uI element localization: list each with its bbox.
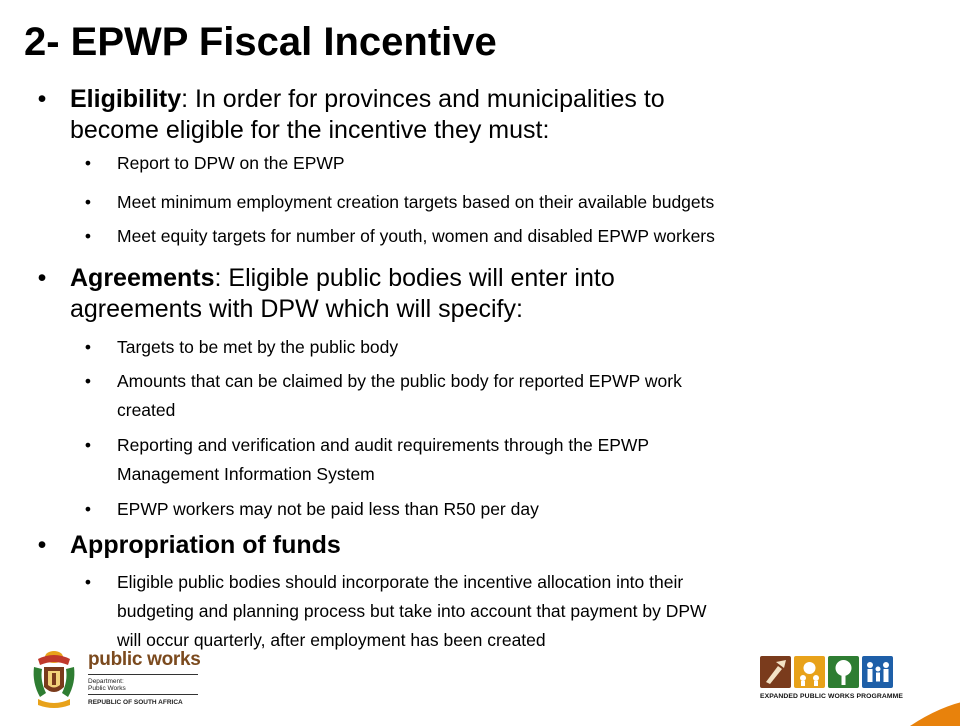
bullet-heading: Eligibility [70, 85, 182, 113]
bullet-dot-icon: • [37, 85, 47, 113]
epwp-caption: EXPANDED PUBLIC WORKS PROGRAMME [760, 693, 904, 700]
bullet-text: : Eligible public bodies will enter into [214, 264, 615, 292]
tree-icon [828, 656, 859, 688]
sub-bullet-dot-icon: • [84, 153, 92, 173]
bullet-heading: Appropriation of funds [70, 531, 341, 559]
sub-bullet-text: Amounts that can be claimed by the public body for reported EPWP work [117, 371, 682, 391]
dept-name: Public Works [88, 685, 126, 692]
sub-bullet-dot-icon: • [84, 499, 92, 519]
sub-bullet [84, 367, 947, 425]
sub-bullet-text: Reporting and verification and audit requirements through the EPWP [117, 435, 650, 455]
dept-label: Department: [88, 678, 124, 685]
logo-wordmark: public works [88, 649, 201, 670]
bullet-text-line2: agreements with DPW which will specify: [70, 295, 523, 323]
sub-bullet-dot-icon: • [84, 371, 92, 391]
sub-bullet [84, 149, 947, 178]
sub-bullet-text: Eligible public bodies should incorporate the incentive allocation into their [117, 572, 684, 592]
bullet-agreements [37, 263, 890, 325]
sub-bullet-text: Meet minimum employment creation targets based on their available budgets [117, 192, 715, 212]
sub-bullet-text-line2: Management Information System [117, 464, 375, 484]
construction-hand-icon [760, 656, 791, 688]
divider [88, 694, 198, 695]
bullet-dot-icon: • [37, 531, 47, 559]
sub-bullet [84, 431, 947, 489]
sub-bullet [84, 188, 947, 217]
sub-bullet-text-line2: budgeting and planning process but take into account that payment by DPW [117, 601, 707, 621]
sun-people-icon [794, 656, 825, 688]
bullet-eligibility [37, 84, 890, 146]
slide-title: 2- EPWP Fiscal Incentive [24, 20, 497, 64]
sub-bullet-dot-icon: • [84, 192, 92, 212]
sub-bullet-dot-icon: • [84, 435, 92, 455]
bullet-heading: Agreements [70, 264, 215, 292]
bullet-dot-icon: • [37, 264, 47, 292]
sub-bullet-dot-icon: • [84, 572, 92, 592]
sub-bullet [84, 495, 947, 524]
bullet-text: : In order for provinces and municipalities to [181, 85, 665, 113]
family-icon [862, 656, 893, 688]
sub-bullet-text-line3: will occur quarterly, after employment has been created [117, 630, 546, 650]
public-works-logo [28, 647, 208, 715]
sub-bullet-text: Meet equity targets for number of youth, women and disabled EPWP workers [117, 226, 715, 246]
divider [88, 674, 198, 675]
sub-bullet-dot-icon: • [84, 337, 92, 357]
sub-bullet [84, 333, 947, 362]
orange-swoosh-decoration [910, 696, 960, 726]
sub-bullet-text: Targets to be met by the public body [117, 337, 399, 357]
bullet-appropriation [37, 530, 890, 561]
sub-bullet-text: Report to DPW on the EPWP [117, 153, 345, 173]
country-label: REPUBLIC OF SOUTH AFRICA [88, 699, 183, 706]
coat-of-arms-icon [28, 649, 80, 713]
sub-bullet [84, 222, 947, 251]
bullet-text-line2: become eligible for the incentive they must: [70, 116, 550, 144]
sub-bullet-text-line2: created [117, 400, 176, 420]
sub-bullet-text: EPWP workers may not be paid less than R50 per day [117, 499, 539, 519]
sub-bullet-dot-icon: • [84, 226, 92, 246]
sub-bullet [84, 568, 947, 655]
